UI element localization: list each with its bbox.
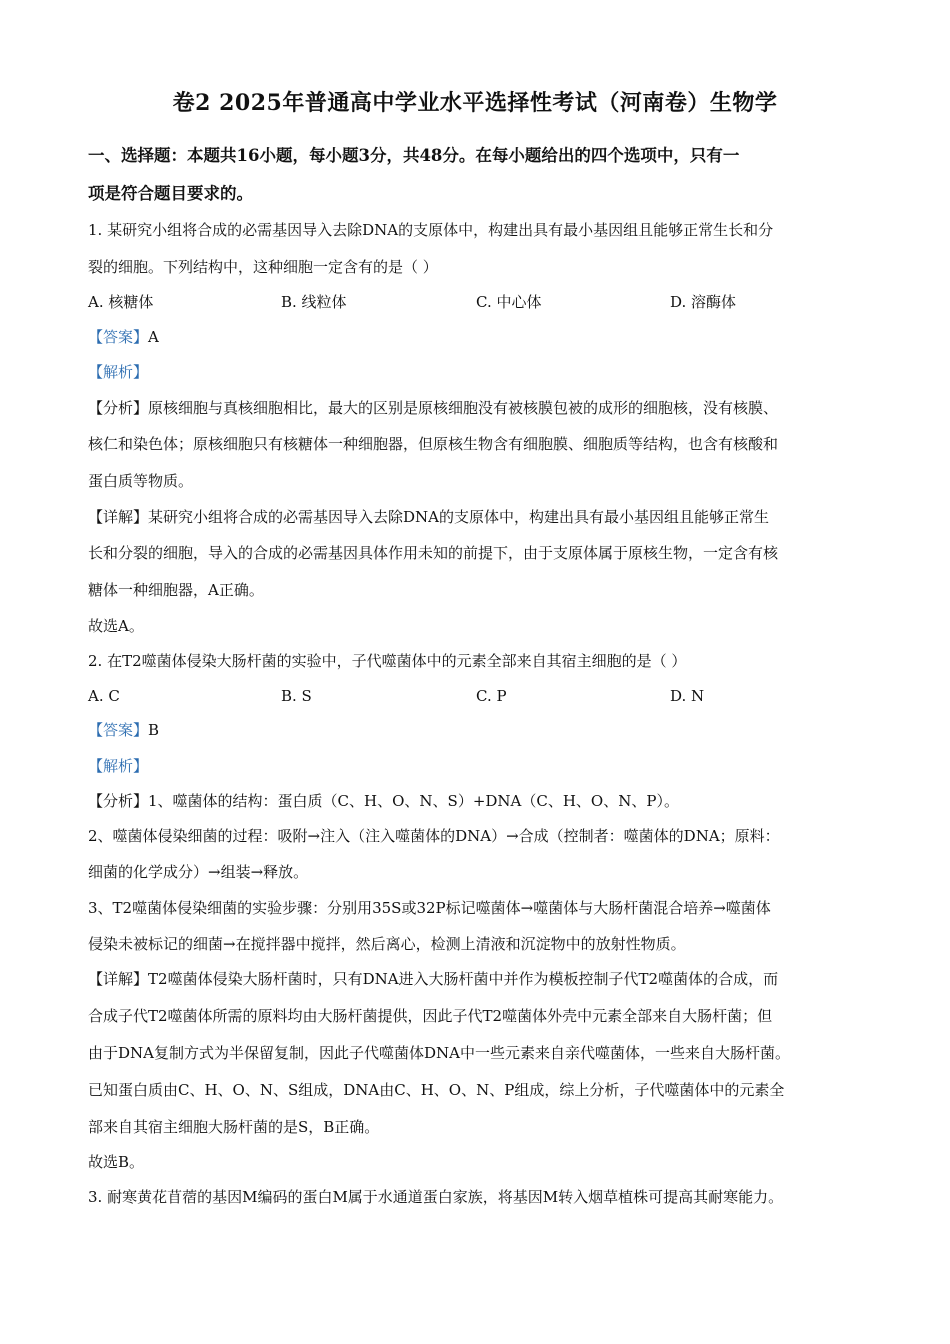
q2-point-2-line-2: 细菌的化学成分）→组装→释放。 [88, 863, 309, 881]
section-heading-line-1: 一、选择题：本题共16小题，每小题3分，共48分。在每小题给出的四个选项中，只有一 [88, 146, 740, 165]
q2-point-3-line-2: 侵染未被标记的细菌→在搅拌器中搅拌，然后离心，检测上清液和沉淀物中的放射性物质。 [88, 935, 686, 953]
q2-detail-line-3: 由于DNA复制方式为半保留复制，因此子代噬菌体DNA中一些元素来自亲代噬菌体，一些来自大肠杆菌。 [88, 1044, 790, 1062]
detail-tag: 【详解】 [88, 508, 149, 526]
q1-fenxi-line-3: 蛋白质等物质。 [88, 472, 194, 490]
q1-stem-line-1: 1. 某研究小组将合成的必需基因导入去除DNA的支原体中，构建出具有最小基因组且能够正常生长和分 [88, 221, 774, 239]
q2-stem-line-1: 2. 在T2噬菌体侵染大肠杆菌的实验中，子代噬菌体中的元素全部来自其宿主细胞的是（ ） [88, 652, 687, 670]
q2-option-d: D. N [670, 687, 705, 705]
q1-option-b: B. 线粒体 [281, 293, 347, 311]
q1-conclusion: 故选A。 [88, 617, 144, 635]
page-title: 卷2 2025年普通高中学业水平选择性考试（河南卷）生物学 [172, 90, 778, 116]
q2-detail-line-4: 已知蛋白质由C、H、O、N、S组成，DNA由C、H、O、N、P组成，综上分析，子代噬菌体中的元素全 [88, 1081, 785, 1099]
q2-fenxi-line-1: 【分析】1、噬菌体的结构：蛋白质（C、H、O、N、S）+DNA（C、H、O、N、P）。 [88, 792, 679, 810]
q1-answer [88, 327, 159, 347]
answer-tag: 【答案】 [88, 328, 149, 346]
fenxi-tag: 【分析】 [88, 399, 149, 417]
fenxi-tag: 【分析】 [88, 792, 149, 810]
q2-option-a: A. C [88, 687, 120, 705]
q1-detail-line-3: 糖体一种细胞器，A正确。 [88, 581, 264, 599]
q2-analysis-tag: 【解析】 [88, 757, 149, 775]
q1-fenxi-line-1: 【分析】原核细胞与真核细胞相比，最大的区别是原核细胞没有被核膜包被的成形的细胞核，没有核膜、 [88, 399, 779, 417]
q2-detail-line-1: 【详解】T2噬菌体侵染大肠杆菌时，只有DNA进入大肠杆菌中并作为模板控制子代T2噬菌体的合成，而 [88, 970, 779, 988]
q2-conclusion: 故选B。 [88, 1153, 145, 1171]
q2-detail-line-5: 部来自其宿主细胞大肠杆菌的是S，B正确。 [88, 1118, 380, 1136]
answer-tag: 【答案】 [88, 721, 149, 739]
q2-point-2-line-1: 2、噬菌体侵染细菌的过程：吸附→注入（注入噬菌体的DNA）→合成（控制者：噬菌体的DNA；原料： [88, 827, 780, 845]
q2-point-3-line-1: 3、T2噬菌体侵染细菌的实验步骤：分别用35S或32P标记噬菌体→噬菌体与大肠杆菌混合培养→噬菌体 [88, 899, 771, 917]
q1-analysis-tag: 【解析】 [88, 363, 149, 381]
q1-stem-line-2: 裂的细胞。下列结构中，这种细胞一定含有的是（ ） [88, 258, 438, 276]
q1-detail-line-1: 【详解】某研究小组将合成的必需基因导入去除DNA的支原体中，构建出具有最小基因组且能够正常生 [88, 508, 770, 526]
detail-tag: 【详解】 [88, 970, 149, 988]
q1-fenxi-line-2: 核仁和染色体；原核细胞只有核糖体一种细胞器，但原核生物含有细胞膜、细胞质等结构，也含有核酸和 [88, 435, 779, 453]
q1-option-a: A. 核糖体 [88, 293, 154, 311]
section-heading-line-2: 项是符合题目要求的。 [88, 184, 253, 203]
q1-answer-value: A [148, 328, 159, 346]
q3-stem-line-1: 3. 耐寒黄花苜蓿的基因M编码的蛋白M属于水通道蛋白家族，将基因M转入烟草植株可提高其耐寒能力。 [88, 1188, 784, 1206]
q1-option-c: C. 中心体 [476, 293, 542, 311]
q1-detail-line-2: 长和分裂的细胞，导入的合成的必需基因具体作用未知的前提下，由于支原体属于原核生物，一定含有核 [88, 544, 779, 562]
q2-option-c: C. P [476, 687, 507, 705]
q2-answer-value: B [148, 721, 160, 739]
q2-detail-line-2: 合成子代T2噬菌体所需的原料均由大肠杆菌提供，因此子代T2噬菌体外壳中元素全部来自大肠杆菌；但 [88, 1007, 773, 1025]
q2-answer [88, 720, 159, 740]
q1-option-d: D. 溶酶体 [670, 293, 737, 311]
q2-option-b: B. S [281, 687, 312, 705]
